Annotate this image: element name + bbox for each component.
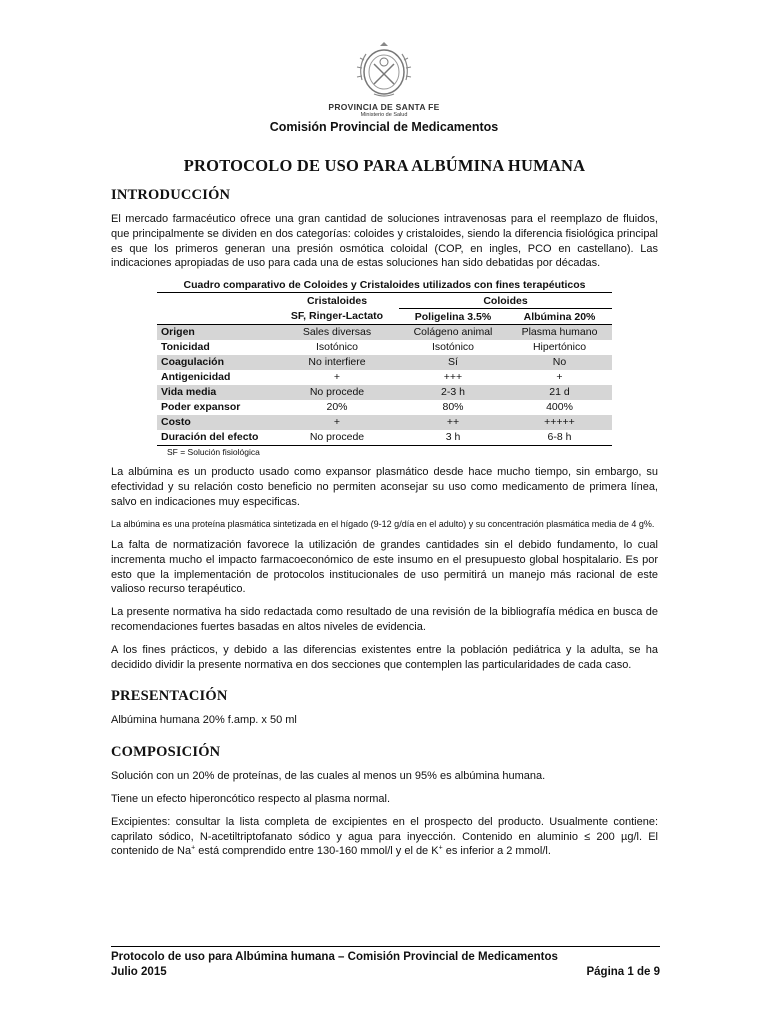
intro-heading: INTRODUCCIÓN	[111, 187, 231, 203]
table-row	[157, 355, 612, 370]
table-body	[157, 325, 612, 446]
composicion-paragraph-2: Tiene un efecto hiperoncótico respecto al plasma normal.	[111, 793, 391, 806]
cell-albumina: 6-8 h	[507, 430, 612, 446]
presentacion-heading: PRESENTACIÓN	[111, 688, 228, 705]
cell-poligelina: Sí	[399, 355, 507, 370]
row-label: Coagulación	[157, 355, 275, 370]
table-row	[157, 370, 612, 385]
col-header-poligelina: Poligelina 3.5%	[399, 309, 507, 325]
cell-albumina: Plasma humano	[507, 325, 612, 341]
cell-cristaloides: No interfiere	[275, 355, 399, 370]
footer-date: Julio 2015	[111, 966, 167, 978]
document-header	[0, 40, 768, 134]
group-coloides: Coloides	[399, 293, 612, 309]
presentacion-text: Albúmina humana 20% f.amp. x 50 ml	[111, 714, 297, 727]
cell-poligelina: 80%	[442, 401, 464, 414]
table-row	[157, 325, 612, 341]
table-row	[157, 385, 612, 400]
paragraph-normatizacion: La falta de normatización favorece la utilización de grandes cantidades sin el debido fundamento, lo cual incrementa mucho el impacto farmacoeconómico de este insumo en el presupuesto global hospitalario. Es por esto que la implementación de protocolos institucionales de uso permitirá un manejo más racional de este valioso recurso terapéutico.	[111, 539, 658, 596]
excipientes-text-c: es inferior a 2 mmol/l.	[442, 845, 551, 858]
paragraph-fines-practicos: A los fines prácticos, y debido a las diferencias existentes entre la población pediátrica y la adulta, se ha decidido dividir la presente normativa en dos secciones que contemplen las particularidades de cada caso.	[111, 643, 658, 671]
sodium-charge: +	[191, 844, 196, 852]
group-cristaloides: Cristaloides	[275, 293, 399, 309]
table-footnote: SF = Solución fisiológica	[167, 447, 260, 458]
commission-name: Comisión Provincial de Medicamentos	[269, 120, 499, 134]
cell-poligelina: +++	[443, 371, 463, 384]
document-title: PROTOCOLO DE USO PARA ALBÚMINA HUMANA	[183, 156, 586, 175]
cell-poligelina: Colágeno animal	[399, 325, 507, 341]
cell-cristaloides: +	[333, 371, 341, 384]
cell-albumina: 21 d	[507, 385, 612, 400]
cell-albumina: No	[507, 355, 612, 370]
provincial-emblem-icon	[352, 40, 416, 100]
cell-poligelina: 3 h	[399, 430, 507, 446]
cell-albumina: +	[556, 371, 563, 384]
cell-cristaloides: Sales diversas	[275, 325, 399, 341]
excipientes-text-a: Excipientes: consultar la lista completa de excipientes en el prospecto del producto. Usualmente contiene: caprilato sódico, N-acetiltriptofanato sódico y agua para inyección. Contenido en aluminio ≤ 200 µg/l. El contenido de Na	[111, 815, 658, 858]
province-name: PROVINCIA DE SANTA FE	[328, 102, 440, 112]
paragraph-albumina-expansor: La albúmina es un producto usado como expansor plasmático desde hace mucho tiempo, sin embargo, su efectividad y su relación costo beneficio no permiten aconsejar su uso como medicamento de primera línea, salvo en indicaciones muy especificas.	[111, 466, 658, 508]
cell-cristaloides: No procede	[275, 385, 399, 400]
potassium-charge: +	[438, 844, 443, 852]
row-label: Duración del efecto	[157, 430, 275, 446]
composicion-heading: COMPOSICIÓN	[111, 744, 221, 761]
composicion-paragraph-1: Solución con un 20% de proteínas, de las cuales al menos un 95% es albúmina humana.	[111, 770, 546, 783]
table-row	[157, 400, 612, 415]
row-label: Vida media	[157, 385, 275, 400]
intro-paragraph: El mercado farmacéutico ofrece una gran cantidad de soluciones intravenosas para el reemplazo de fluidos, que principalmente se dividen en dos categorías: coloides y cristaloides, siendo la diferencia fisiológica principal es que los primeros generan una presión osmótica coloidal (COP, en ingles, PCO en castellano). Las indicaciones apropiadas de uso para cada una de estas soluciones han sido debatidas por décadas.	[111, 213, 658, 270]
table-row	[157, 415, 612, 430]
comparison-table	[157, 292, 612, 446]
cell-albumina: +++++	[507, 415, 612, 430]
footer-title: Protocolo de uso para Albúmina humana – Comisión Provincial de Medicamentos	[111, 951, 558, 963]
cell-poligelina: 2-3 h	[399, 385, 507, 400]
table-title: Cuadro comparativo de Coloides y Cristaloides utilizados con fines terapéuticos	[183, 279, 586, 292]
table-row	[157, 340, 612, 355]
cell-albumina: 400%	[546, 401, 573, 414]
paragraph-albumina-proteina: La albúmina es una proteína plasmática sintetizada en el hígado (9-12 g/día en el adulto) y su concentración plasmática media de 4 g%.	[111, 518, 655, 529]
row-label: Origen	[157, 325, 275, 341]
ministry-name: Ministerio de Salud	[360, 112, 408, 118]
cell-cristaloides: 20%	[326, 401, 348, 414]
table-corner-2	[157, 309, 275, 325]
table-corner	[157, 293, 275, 309]
row-label: Antigenicidad	[161, 371, 231, 384]
cell-poligelina: Isotónico	[431, 341, 475, 354]
footer-page-number: Página 1 de 9	[586, 966, 660, 978]
col-header-sf: SF, Ringer-Lactato	[275, 309, 399, 325]
document-body	[111, 156, 658, 867]
page-footer	[111, 946, 660, 978]
cell-cristaloides: Isotónico	[315, 341, 359, 354]
row-label: Poder expansor	[161, 401, 241, 414]
comparison-table-block	[157, 279, 612, 457]
cell-albumina: Hipertónico	[532, 341, 587, 354]
paragraph-normativa: La presente normativa ha sido redactada como resultado de una revisión de la bibliografía médica en busca de recomendaciones fuertes basadas en altos niveles de evidencia.	[111, 606, 658, 634]
table-row	[157, 430, 612, 446]
cell-cristaloides: +	[275, 415, 399, 430]
composicion-paragraph-3	[111, 815, 658, 859]
row-label: Costo	[157, 415, 275, 430]
row-label: Tonicidad	[161, 341, 210, 354]
excipientes-text-b: está comprendido entre 130-160 mmol/l y el de K	[195, 845, 439, 858]
col-header-albumina: Albúmina 20%	[507, 309, 612, 325]
cell-cristaloides: No procede	[275, 430, 399, 446]
cell-poligelina: ++	[399, 415, 507, 430]
